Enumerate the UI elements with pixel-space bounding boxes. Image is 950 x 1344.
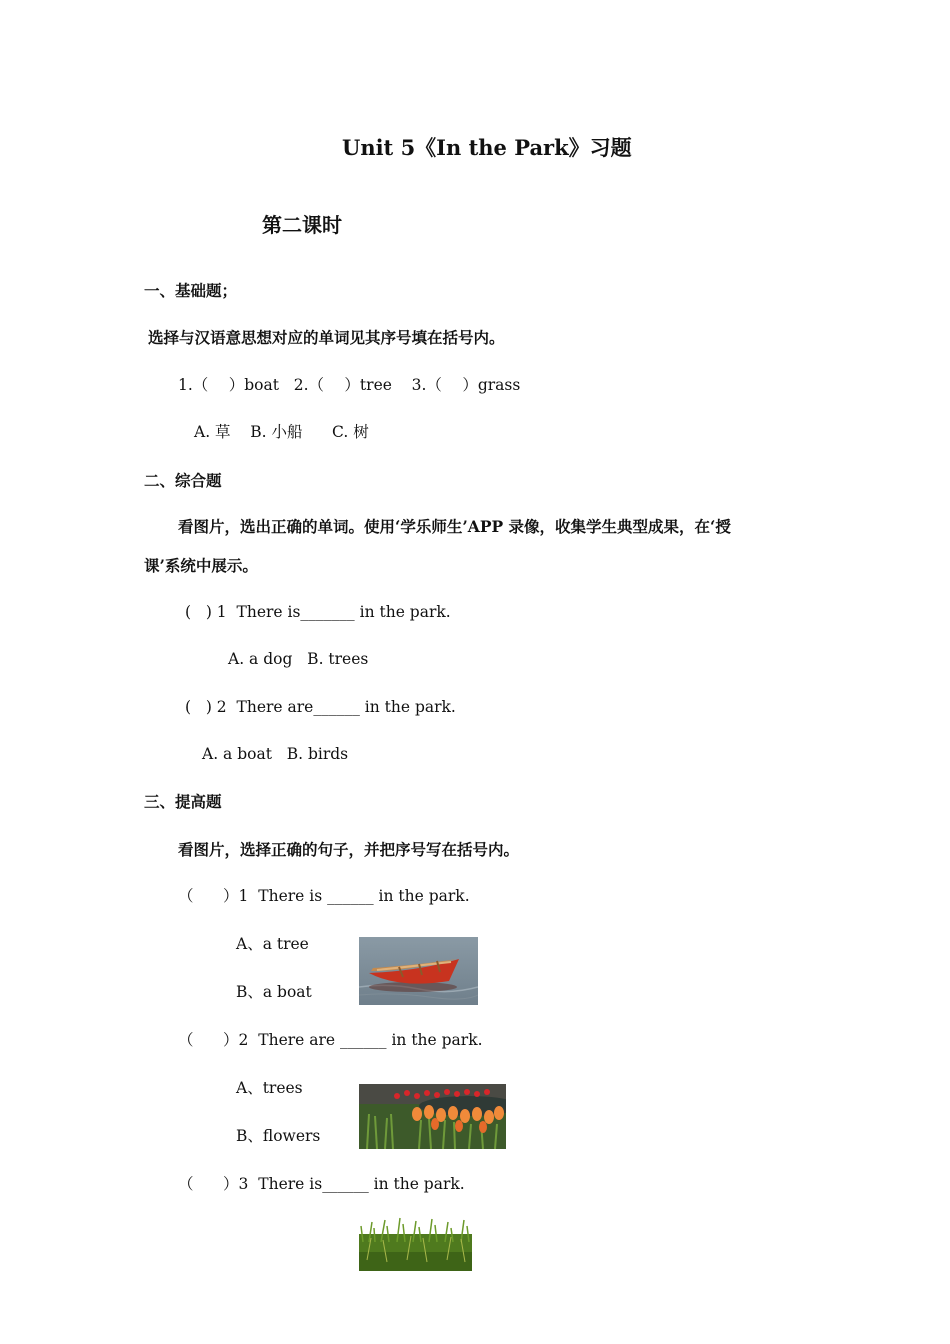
section-1-options: A. 草 B. 小船 C. 树	[194, 423, 369, 441]
flowers-image	[359, 1084, 506, 1149]
section-2-instruction-line2: 课’系统中展示。	[144, 556, 258, 575]
section-3-question-3: （ ）3 There is______ in the park.	[178, 1175, 465, 1193]
grass-image	[359, 1212, 472, 1271]
section-2-question-2: ( ) 2 There are______ in the park.	[185, 698, 456, 716]
section-1-heading: 一、基础题；	[144, 281, 238, 300]
section-1-items: 1.（ ）boat 2.（ ）tree 3.（ ）grass	[178, 376, 521, 394]
section-2-instruction-line1: 看图片，选出正确的单词。使用‘学乐师生’APP 录像，收集学生典型成果，在‘授	[178, 517, 731, 536]
boat-image	[359, 937, 478, 1005]
section-3-instruction: 看图片，选择正确的句子，并把序号写在括号内。	[178, 840, 520, 859]
section-3-question-1: （ ）1 There is ______ in the park.	[178, 887, 470, 905]
section-3-heading: 三、提高题	[144, 792, 222, 811]
section-2-question-1-options: A. a dog B. trees	[228, 650, 369, 668]
section-3-question-2: （ ）2 There are ______ in the park.	[178, 1031, 483, 1049]
section-1-instruction: 选择与汉语意思想对应的单词见其序号填在括号内。	[148, 328, 505, 347]
lesson-subtitle: 第二课时	[262, 213, 342, 237]
page-title: Unit 5《In the Park》习题	[342, 135, 632, 160]
section-3-question-1-option-b: B、a boat	[236, 983, 312, 1001]
section-3-question-2-option-b: B、flowers	[236, 1127, 321, 1145]
section-3-question-2-option-a: A、trees	[236, 1079, 303, 1097]
section-3-question-1-option-a: A、a tree	[236, 935, 309, 953]
section-2-question-1: ( ) 1 There is_______ in the park.	[185, 603, 451, 621]
section-2-question-2-options: A. a boat B. birds	[202, 745, 349, 763]
section-2-heading: 二、综合题	[144, 471, 222, 490]
